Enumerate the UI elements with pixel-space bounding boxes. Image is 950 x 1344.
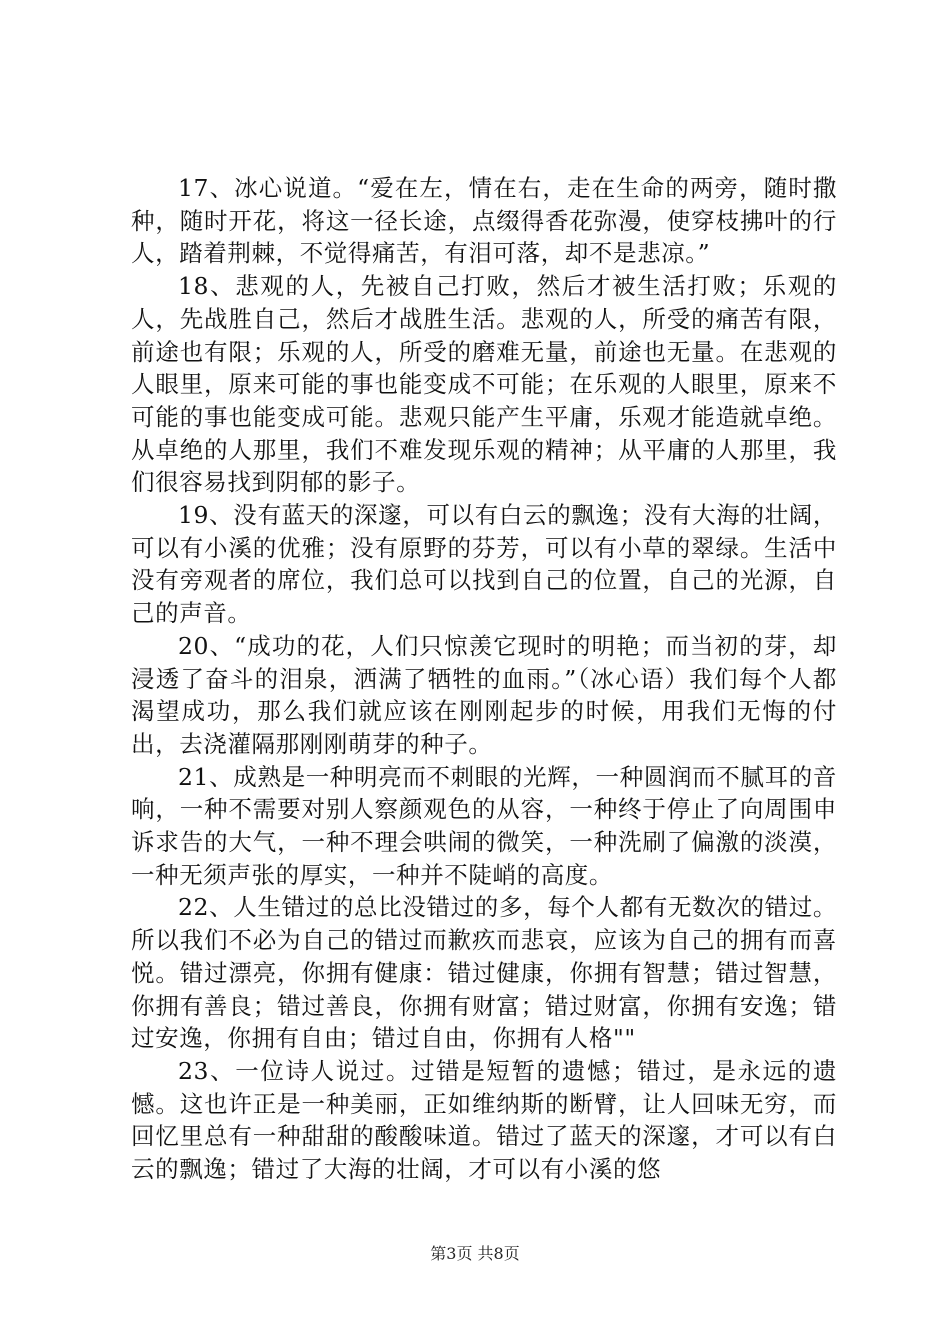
- paragraph-19: 19、没有蓝天的深邃，可以有白云的飘逸；没有大海的壮阔，可以有小溪的优雅；没有原野的芬芳，可以有小草的翠绿。生活中没有旁观者的席位，我们总可以找到自己的位置，自己的光源，自己的声音。: [131, 501, 837, 628]
- paragraph-20: 20、“成功的花，人们只惊羡它现时的明艳；而当初的芽，却浸透了奋斗的泪泉，洒满了牺牲的血雨。”（冰心语）我们每个人都渴望成功，那么我们就应该在刚刚起步的时候，用我们无悔的付出，去浇灌隔那刚刚萌芽的种子。: [131, 631, 837, 758]
- paragraph-22: 22、人生错过的总比没错过的多，每个人都有无数次的错过。所以我们不必为自己的错过而歉疚而悲哀，应该为自己的拥有而喜悦。错过漂亮，你拥有健康：错过健康，你拥有智慧；错过智慧，你拥有善良；错过善良，你拥有财富；错过财富，你拥有安逸；错过安逸，你拥有自由；错过自由，你拥有人格"": [131, 893, 837, 1053]
- paragraph-23: 23、一位诗人说过。过错是短暂的遗憾；错过，是永远的遗憾。这也许正是一种美丽，正如维纳斯的断臂，让人回味无穷，而回忆里总有一种甜甜的酸酸味道。错过了蓝天的深邃，才可以有白云的飘逸；错过了大海的壮阔，才可以有小溪的悠: [131, 1056, 837, 1184]
- paragraph-18: 18、悲观的人，先被自己打败，然后才被生活打败；乐观的人，先战胜自己，然后才战胜生活。悲观的人，所受的痛苦有限，前途也有限；乐观的人，所受的磨难无量，前途也无量。在悲观的人眼里，原来可能的事也能变成不可能；在乐观的人眼里，原来不可能的事也能变成可能。悲观只能产生平庸，乐观才能造就卓绝。从卓绝的人那里，我们不难发现乐观的精神；从平庸的人那里，我们很容易找到阴郁的影子。: [131, 272, 837, 497]
- paragraph-21: 21、成熟是一种明亮而不刺眼的光辉，一种圆润而不腻耳的音响，一种不需要对别人察颜观色的从容，一种终于停止了向周围申诉求告的大气，一种不理会哄闹的微笑，一种洗刷了偏激的淡漠，一种无须声张的厚实，一种并不陡峭的高度。: [131, 762, 837, 889]
- paragraph-17: 17、冰心说道。“爱在左，情在右，走在生命的两旁，随时撒种，随时开花，将这一径长途，点缀得香花弥漫，使穿枝拂叶的行人，踏着荆棘，不觉得痛苦，有泪可落，却不是悲凉。”: [131, 174, 837, 268]
- page-footer: 第3页 共8页: [430, 1244, 520, 1263]
- document-body: [131, 172, 837, 1186]
